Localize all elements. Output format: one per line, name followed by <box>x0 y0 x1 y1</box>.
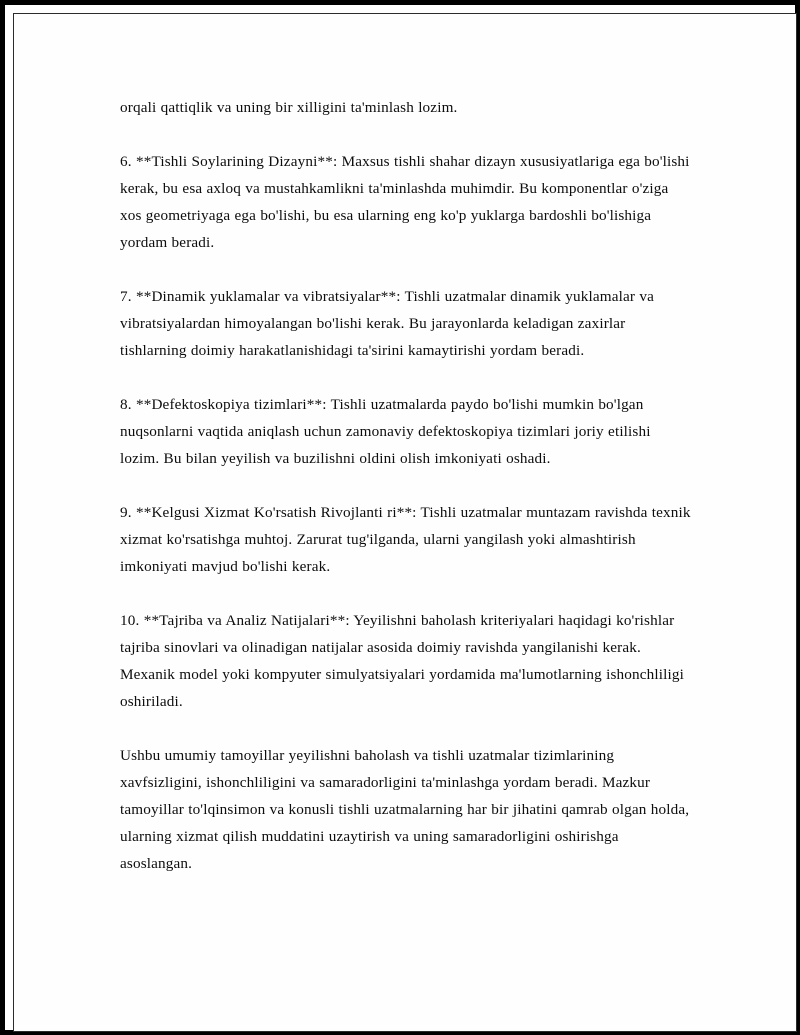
document-page <box>13 13 797 1032</box>
paragraph-conclusion: Ushbu umumiy tamoyillar yeyilishni baholash va tishli uzatmalar tizimlarining xavfsizligini, ishonchliligini va samaradorligini ta'minlashga yordam beradi. Mazkur tamoyillar to'lqinsimon va konusli tishli uzatmalarning har bir jihatini qamrab olgan holda, ularning xizmat qilish muddatini uzaytirish va uning samaradorligini oshirishga asoslangan. <box>120 747 690 872</box>
paragraph-item-9: 9. **Kelgusi Xizmat Ko'rsatish Rivojlanti ri**: Tishli uzatmalar muntazam ravishda texnik xizmat ko'rsatishga muhtoj. Zarurat tug'ilganda, ularni yangilash yoki almashtirish imkoniyati mavjud bo'lishi kerak. <box>120 504 691 575</box>
paragraph-continuation: orqali qattiqlik va uning bir xilligini ta'minlash lozim. <box>120 99 458 116</box>
paragraph-item-7: 7. **Dinamik yuklamalar va vibratsiyalar**: Tishli uzatmalar dinamik yuklamalar va vibratsiyalardan himoyalangan bo'lishi kerak. Bu jarayonlarda keladigan zaxirlar tishlarning doimiy harakatlanishidagi ta'sirini kamaytirishi yordam beradi. <box>120 288 654 359</box>
document-text-body <box>120 94 692 877</box>
page-surface <box>14 14 796 1031</box>
page-margin-gap <box>5 5 795 1030</box>
paragraph-item-8: 8. **Defektoskopiya tizimlari**: Tishli uzatmalarda paydo bo'lishi mumkin bo'lgan nuqsonlarni vaqtida aniqlash uchun zamonaviy defektoskopiya tizimlari joriy etilishi lozim. Bu bilan yeyilish va buzilishni oldini olish imkoniyati oshadi. <box>120 396 651 467</box>
paragraph-item-10: 10. **Tajriba va Analiz Natijalari**: Yeyilishni baholash kriteriyalari haqidagi ko'rishlar tajriba sinovlari va olinadigan natijalar asosida doimiy ravishda yangilanishi kerak. Mexanik model yoki kompyuter simulyatsiyalari yordamida ma'lumotlarning ishonchliligi oshiriladi. <box>120 612 685 710</box>
paragraph-item-6: 6. **Tishli Soylarining Dizayni**: Maxsus tishli shahar dizayn xususiyatlariga ega bo'lishi kerak, bu esa axloq va mustahkamlikni ta'minlashda muhimdir. Bu komponentlar o'ziga xos geometriyaga ega bo'lishi, bu esa ularning eng ko'p yuklarga bardoshli bo'lishiga yordam beradi. <box>120 153 690 251</box>
